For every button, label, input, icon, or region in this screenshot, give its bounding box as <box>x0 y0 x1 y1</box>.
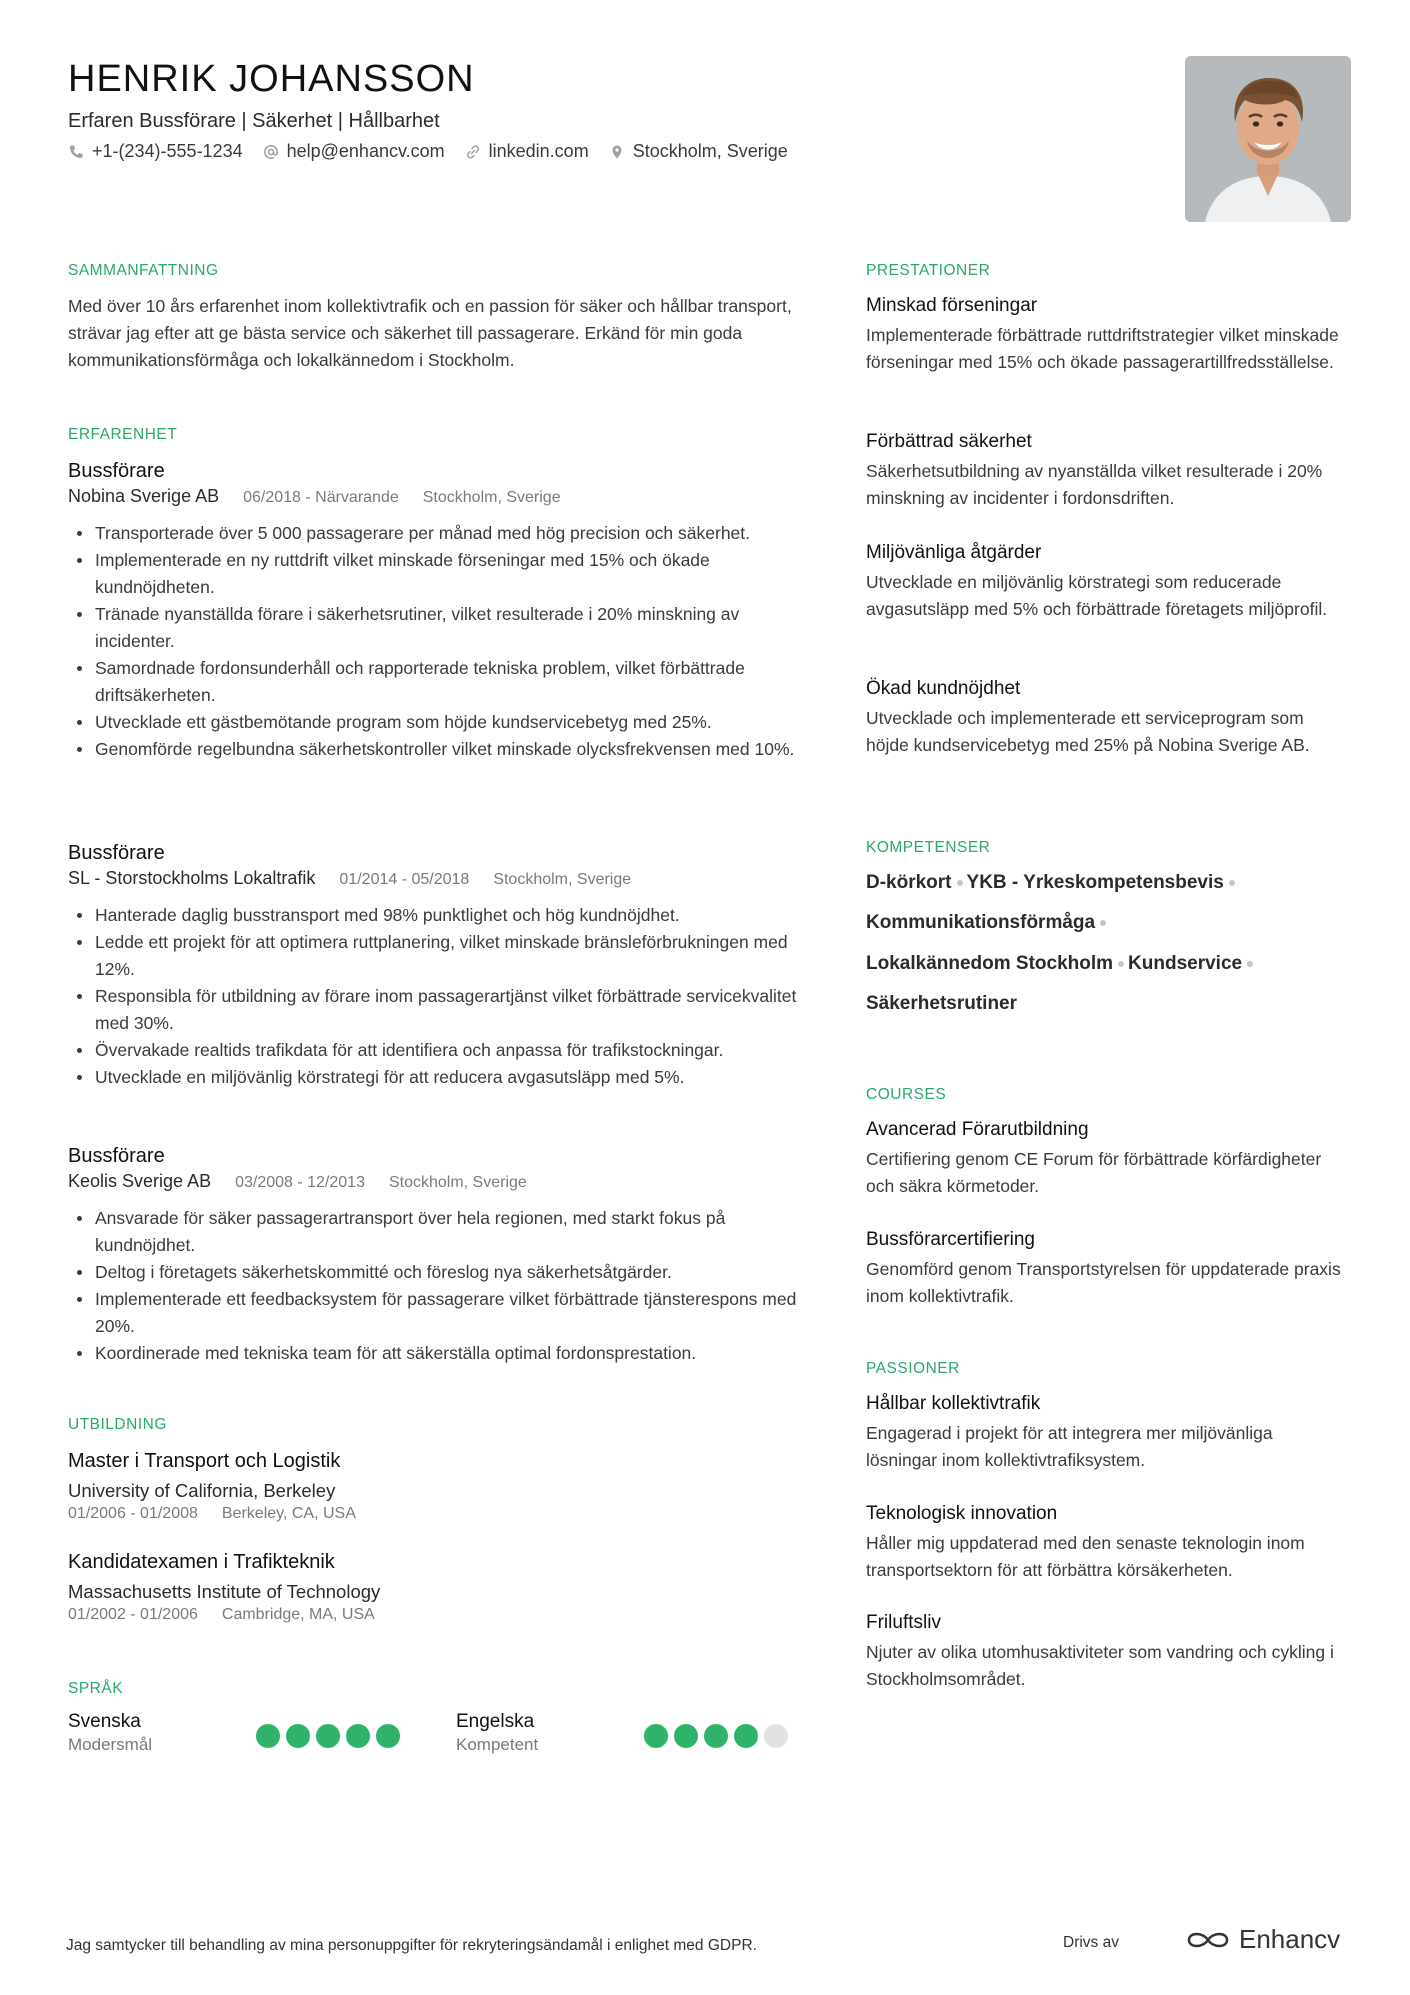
passion-desc: Håller mig uppdaterad med den senaste teknologin inom transportsektorn för att förbättra körsäkerheten. <box>866 1533 1305 1580</box>
passion-title: Friluftsliv <box>866 1612 941 1633</box>
languages-section-title: SPRÅK <box>68 1680 124 1697</box>
achievement-desc: Utvecklade och implementerade ett serviceprogram som höjde kundservicebetyg med 25% på Nobina Sverige AB. <box>866 708 1310 755</box>
edu-degree: Kandidatexamen i Trafikteknik <box>68 1551 335 1573</box>
edu-location: Cambridge, MA, USA <box>221 1606 375 1623</box>
location-pin-icon <box>609 144 625 160</box>
skill-tag: Kommunikationsförmåga <box>866 912 1096 933</box>
achievement-desc: Utvecklade en miljövänlig körstrategi som reducerade avgasutsläpp med 5% och förbättrade företagets miljöprofil. <box>866 572 1328 619</box>
job-bullet: Ansvarade för säker passagerartransport över hela regionen, med starkt fokus på kundnöjdhet. <box>68 1205 798 1259</box>
job-meta <box>68 866 798 892</box>
gdpr-consent: Jag samtycker till behandling av mina personuppgifter för rekryteringsändamål i enlighet med GDPR. <box>66 1937 757 1954</box>
passions-section-title: PASSIONER <box>866 1360 960 1377</box>
avatar-portrait <box>1185 56 1351 222</box>
job-dates: 01/2014 - 05/2018 <box>339 871 470 888</box>
rating-dot-filled <box>644 1724 668 1748</box>
contact-linkedin[interactable] <box>465 141 589 162</box>
skills-row <box>866 953 1257 975</box>
summary-text: Med över 10 års erfarenhet inom kollektivtrafik och en passion för säker och hållbar transport, strävar jag efter att ge bästa service och säkerhet till passagerare. Erkänd för min goda kommunikationsförmåga och lokalkännedom i Stockholm. <box>68 296 792 370</box>
language-entry <box>68 1710 428 1760</box>
skill-tag: YKB - Yrkeskompetensbevis <box>966 872 1224 893</box>
achievement-desc: Säkerhetsutbildning av nyanställda vilket resulterade i 20% minskning av incidenter i fordonsdriften. <box>866 461 1323 508</box>
achievements-section-title: PRESTATIONER <box>866 262 991 279</box>
phone-icon <box>68 144 84 160</box>
job-bullet: Hanterade daglig busstransport med 98% punktlighet och hög kundnöjdhet. <box>68 902 798 929</box>
skills-row <box>866 872 1239 894</box>
job-bullet: Implementerade en ny ruttdrift vilket minskade förseningar med 15% och ökade kundnöjdheten. <box>68 547 798 601</box>
contact-phone[interactable] <box>68 141 243 162</box>
rating-dot-filled <box>734 1724 758 1748</box>
brand-name: Enhancv <box>1239 1924 1341 1954</box>
profile-photo <box>1185 56 1351 222</box>
achievement-item <box>866 540 1346 623</box>
contact-row <box>68 141 788 162</box>
language-level: Kompetent <box>456 1735 539 1754</box>
skill-tag: Lokalkännedom Stockholm <box>866 953 1114 974</box>
skill-tag: D-körkort <box>866 872 952 893</box>
skill-separator <box>957 880 963 886</box>
infinity-logo-icon <box>1185 1928 1231 1952</box>
courses-section-title: COURSES <box>866 1086 947 1103</box>
enhancv-logo[interactable] <box>1185 1924 1340 1955</box>
job-title: Bussförare <box>68 460 165 482</box>
job-company: Keolis Sverige AB <box>68 1171 212 1191</box>
job-bullet: Implementerade ett feedbacksystem för passagerare vilket förbättrade tjänsterespons med 20%. <box>68 1286 798 1340</box>
passion-desc: Njuter av olika utomhusaktiviteter som vandring och cykling i Stockholmsområdet. <box>866 1642 1334 1689</box>
job-bullets <box>68 902 798 1091</box>
language-name: Svenska <box>68 1711 141 1732</box>
edu-meta <box>68 1605 798 1625</box>
course-desc: Certifiering genom CE Forum för förbättrade körfärdigheter och säkra körmetoder. <box>866 1149 1322 1196</box>
language-rating <box>644 1724 788 1748</box>
job-bullet: Responsibla för utbildning av förare inom passagerartjänst vilket förbättrade servicekvalitet med 30%. <box>68 983 798 1037</box>
experience-entry <box>68 1143 798 1367</box>
candidate-name: HENRIK JOHANSSON <box>68 58 475 100</box>
skills-row <box>866 993 1017 1015</box>
course-desc: Genomförd genom Transportstyrelsen för uppdaterade praxis inom kollektivtrafik. <box>866 1259 1341 1306</box>
job-meta <box>68 1169 798 1195</box>
skill-separator <box>1229 880 1235 886</box>
course-title: Bussförarcertifiering <box>866 1229 1035 1250</box>
skill-separator <box>1100 920 1106 926</box>
job-bullet: Tränade nyanställda förare i säkerhetsrutiner, vilket resulterade i 20% minskning av incidenter. <box>68 601 798 655</box>
course-item <box>866 1117 1346 1200</box>
experience-entry <box>68 458 798 763</box>
language-entry <box>456 1710 816 1760</box>
job-title: Bussförare <box>68 842 165 864</box>
rating-dot-filled <box>674 1724 698 1748</box>
contact-email[interactable] <box>263 141 445 162</box>
job-bullet: Övervakade realtids trafikdata för att identifiera och anpassa för trafikstockningar. <box>68 1037 798 1064</box>
passion-title: Hållbar kollektivtrafik <box>866 1393 1041 1414</box>
language-level: Modersmål <box>68 1735 153 1754</box>
job-bullet: Genomförde regelbundna säkerhetskontroller vilket minskade olycksfrekvensen med 10%. <box>68 736 798 763</box>
job-bullet: Utvecklade en miljövänlig körstrategi för att reducera avgasutsläpp med 5%. <box>68 1064 798 1091</box>
education-entry <box>68 1549 798 1625</box>
edu-location: Berkeley, CA, USA <box>221 1505 356 1522</box>
achievement-item <box>866 429 1346 512</box>
passion-item <box>866 1501 1346 1584</box>
edu-degree: Master i Transport och Logistik <box>68 1450 341 1472</box>
powered-by-label: Drivs av <box>1063 1934 1119 1951</box>
skill-separator <box>1118 961 1124 967</box>
rating-dot-empty <box>764 1724 788 1748</box>
rating-dot-filled <box>376 1724 400 1748</box>
education-entry <box>68 1448 798 1524</box>
phone-text: +1-(234)-555-1234 <box>92 141 243 161</box>
rating-dot-filled <box>704 1724 728 1748</box>
location-text: Stockholm, Sverige <box>632 141 788 161</box>
rating-dot-filled <box>346 1724 370 1748</box>
course-title: Avancerad Förarutbildning <box>866 1119 1089 1140</box>
rating-dot-filled <box>286 1724 310 1748</box>
experience-section-title: ERFARENHET <box>68 426 178 443</box>
achievement-title: Minskad förseningar <box>866 295 1038 316</box>
passion-desc: Engagerad i projekt för att integrera mer miljövänliga lösningar inom kollektivtrafiksystem. <box>866 1423 1273 1470</box>
passion-title: Teknologisk innovation <box>866 1503 1058 1524</box>
language-rating <box>256 1724 400 1748</box>
skill-tag: Säkerhetsrutiner <box>866 993 1018 1014</box>
link-icon <box>465 144 481 160</box>
rating-dot-filled <box>256 1724 280 1748</box>
job-title: Bussförare <box>68 1145 165 1167</box>
job-dates: 03/2008 - 12/2013 <box>235 1174 365 1191</box>
passion-item <box>866 1391 1346 1474</box>
job-bullet: Deltog i företagets säkerhetskommitté och föreslog nya säkerhetsåtgärder. <box>68 1259 798 1286</box>
job-bullet: Koordinerade med tekniska team för att säkerställa optimal fordonsprestation. <box>68 1340 798 1367</box>
skill-separator <box>1247 961 1253 967</box>
skill-tag: Kundservice <box>1128 953 1243 974</box>
job-company: Nobina Sverige AB <box>68 486 220 506</box>
email-text: help@enhancv.com <box>286 141 445 161</box>
rating-dot-filled <box>316 1724 340 1748</box>
job-location: Stockholm, Sverige <box>422 489 561 506</box>
skills-row <box>866 912 1110 934</box>
linkedin-text: linkedin.com <box>488 141 589 161</box>
achievement-title: Ökad kundnöjdhet <box>866 678 1021 699</box>
education-section-title: UTBILDNING <box>68 1416 167 1433</box>
job-dates: 06/2018 - Närvarande <box>243 489 399 506</box>
language-name: Engelska <box>456 1711 535 1732</box>
experience-entry <box>68 840 798 1091</box>
edu-meta <box>68 1504 798 1524</box>
job-meta <box>68 484 798 510</box>
job-bullet: Samordnade fordonsunderhåll och rapporterade tekniska problem, vilket förbättrade driftsäkerheten. <box>68 655 798 709</box>
course-item <box>866 1227 1346 1310</box>
job-bullet: Ledde ett projekt för att optimera ruttplanering, vilket minskade bränsleförbrukningen med 12%. <box>68 929 798 983</box>
at-icon <box>263 144 279 160</box>
job-bullets <box>68 520 798 763</box>
job-location: Stockholm, Sverige <box>493 871 632 888</box>
achievement-title: Miljövänliga åtgärder <box>866 542 1042 563</box>
job-bullets <box>68 1205 798 1367</box>
job-bullet: Transporterade över 5 000 passagerare per månad med hög precision och säkerhet. <box>68 520 798 547</box>
job-company: SL - Storstockholms Lokaltrafik <box>68 868 316 888</box>
edu-dates: 01/2002 - 01/2006 <box>68 1606 198 1623</box>
achievement-desc: Implementerade förbättrade ruttdriftstrategier vilket minskade förseningar med 15% och ökade passagerartillfredsställelse. <box>866 325 1339 372</box>
skills-section-title: KOMPETENSER <box>866 839 991 856</box>
candidate-headline: Erfaren Bussförare | Säkerhet | Hållbarhet <box>68 110 440 132</box>
job-bullet: Utvecklade ett gästbemötande program som höjde kundservicebetyg med 25%. <box>68 709 798 736</box>
contact-location <box>609 141 788 162</box>
edu-school: University of California, Berkeley <box>68 1480 336 1501</box>
achievement-item <box>866 676 1346 759</box>
summary-section-title: SAMMANFATTNING <box>68 262 219 279</box>
edu-school: Massachusetts Institute of Technology <box>68 1581 381 1602</box>
achievement-item <box>866 293 1346 376</box>
passion-item <box>866 1610 1346 1693</box>
edu-dates: 01/2006 - 01/2008 <box>68 1505 198 1522</box>
job-location: Stockholm, Sverige <box>388 1174 527 1191</box>
achievement-title: Förbättrad säkerhet <box>866 431 1032 452</box>
